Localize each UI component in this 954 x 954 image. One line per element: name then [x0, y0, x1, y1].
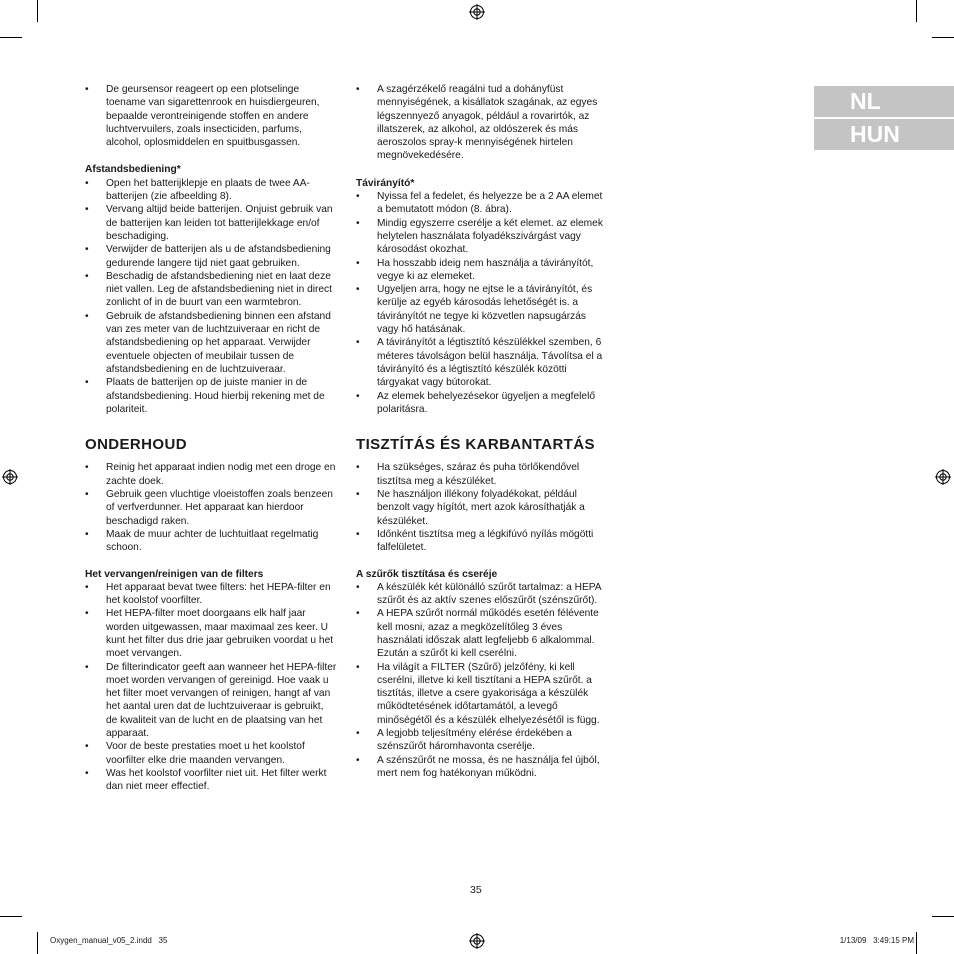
list-item: • Gebruik geen vluchtige vloeistoffen zoals benzeen of verfverdunner. Het apparaat kan hierdoor beschadigd raken.: [85, 488, 337, 528]
crop-mark: [37, 932, 38, 954]
list-item: • A készülék két különálló szűrőt tartalmaz: a HEPA szűrőt és az aktív szenes előszűrőt (szénszűrőt).: [356, 581, 608, 608]
list-item: • Vervang altijd beide batterijen. Onjuist gebruik van de batterijen kan leiden tot batterijlekkage en/of beschadiging.: [85, 203, 337, 243]
hu-remote-list: [356, 190, 608, 416]
list-item: • Maak de muur achter de luchtuitlaat regelmatig schoon.: [85, 528, 337, 555]
crop-mark: [37, 0, 38, 22]
list-item: • Beschadig de afstandsbediening niet en laat deze niet vallen. Leg de afstandsbediening niet in direct zonlicht of in de buurt van een warmtebron.: [85, 270, 337, 310]
registration-mark-icon: [2, 469, 18, 485]
nl-filters-heading: Het vervangen/reinigen van de filters: [85, 568, 264, 580]
nl-maintenance-heading: ONDERHOUD: [85, 436, 187, 454]
list-item: • Ha szükséges, száraz és puha törlőkendővel tisztítsa meg a készüléket.: [356, 461, 608, 488]
registration-mark-icon: [935, 469, 951, 485]
hu-maintenance-list: [356, 461, 608, 554]
list-item: • Nyissa fel a fedelet, és helyezze be a 2 AA elemet a bemutatott módon (8. ábra).: [356, 190, 608, 217]
slug-timestamp: 1/13/09 3:49:15 PM: [839, 936, 914, 945]
list-item: • Ugyeljen arra, hogy ne ejtse le a távirányítót, és kerülje az egyéb károsodás lehetőségét is. a távirányítót ne tegye ki közvetlen napsugárzás vagy hő hatásának.: [356, 283, 608, 336]
crop-mark: [0, 37, 22, 38]
nl-remote-heading: Afstandsbediening*: [85, 164, 181, 176]
hu-maintenance-heading: TISZTÍTÁS ÉS KARBANTARTÁS: [356, 436, 595, 454]
list-item: • De geursensor reageert op een plotselinge toename van sigarettenrook en huisdiergeuren, bepaalde verontreinigende stoffen en andere luchtvervuilers, zoals insecticiden, parfums, alcohol, oplosmiddelen en spuitbusgassen.: [85, 83, 337, 149]
registration-mark-icon: [469, 4, 485, 20]
list-item: • Időnként tisztítsa meg a légkifúvó nyílás mögötti falfelületet.: [356, 528, 608, 555]
list-item: • Het apparaat bevat twee filters: het HEPA-filter en het koolstof voorfilter.: [85, 581, 337, 608]
hu-remote-heading: Távirányító*: [356, 177, 415, 189]
hu-filters-heading: A szűrők tisztítása és cseréje: [356, 568, 498, 580]
list-item: • Het HEPA-filter moet doorgaans elk half jaar worden uitgewassen, maar maximaal zes keer. U kunt het filter dus drie jaar gebruiken voordat u het moet vervangen.: [85, 607, 337, 660]
nl-filters-list: [85, 581, 337, 794]
list-item: • Gebruik de afstandsbediening binnen een afstand van zes meter van de luchtzuiveraar en richt de afstandsbediening op het apparaat. Verwijder eventuele objecten of meubilair tussen de afstandsbediening en de luchtzuiveraar.: [85, 310, 337, 376]
registration-mark-icon: [469, 933, 485, 949]
slug-filename: Oxygen_manual_v05_2.indd 35: [50, 936, 168, 945]
list-item: • A távirányítót a légtisztító készülékkel szemben, 6 méteres távolságon belül használja. Távolítsa el a távirányító és a légtisztító készülék közötti tárgyakat vagy bútorokat.: [356, 336, 608, 389]
hu-filters-list: [356, 581, 608, 780]
crop-mark: [932, 37, 954, 38]
list-item: • A szagérzékelő reagálni tud a dohányfüst mennyiségének, a kisállatok szagának, az egyes légszennyező anyagok, például a rovarirtók, az illatszerek, az alkohol, az oldószerek és más aeroszolos spray-k mennyiségének hirtelen megnövekedésére.: [356, 83, 608, 163]
list-item: • Was het koolstof voorfilter niet uit. Het filter werkt dan niet meer effectief.: [85, 767, 337, 794]
list-item: • Ne használjon illékony folyadékokat, például benzolt vagy hígítót, mert azok károsíthatják a készüléket.: [356, 488, 608, 528]
crop-mark: [916, 0, 917, 22]
nl-remote-list: [85, 177, 337, 416]
language-tab-hun: HUN: [814, 119, 954, 150]
nl-intro-list: [85, 83, 337, 149]
crop-mark: [0, 916, 22, 917]
page-number: 35: [470, 884, 482, 896]
list-item: • Plaats de batterijen op de juiste manier in de afstandsbediening. Houd hierbij rekening met de polariteit.: [85, 376, 337, 416]
nl-maintenance-list: [85, 461, 337, 554]
language-tab-nl: NL: [814, 86, 954, 117]
list-item: • A HEPA szűrőt normál működés esetén félévente kell mosni, azaz a megközelítőleg 3 éves használati időszak alatt legfeljebb 6 alkalommal. Ezután a szűrőt ki kell cserélni.: [356, 607, 608, 660]
list-item: • Verwijder de batterijen als u de afstandsbediening gedurende langere tijd niet gaat gebruiken.: [85, 243, 337, 270]
list-item: • Ha világít a FILTER (Szűrő) jelzőfény, ki kell cserélni, illetve ki kell tisztítani a HEPA szűrőt. a tisztítás, illetve a csere gyakorisága a készülék működtetésének időtartamától, a levegő minőségétől és a készülék elhelyezésétől is függ.: [356, 661, 608, 727]
crop-mark: [916, 932, 917, 954]
crop-mark: [932, 916, 954, 917]
list-item: • Ha hosszabb ideig nem használja a távirányítót, vegye ki az elemeket.: [356, 257, 608, 284]
list-item: • De filterindicator geeft aan wanneer het HEPA-filter moet worden vervangen of gereinigd. Hoe vaak u het filter moet vervangen of reinigen, hangt af van het aantal uren dat de luchtzuiveraar is gebruikt, de kwaliteit van de lucht en de plaatsing van het apparaat.: [85, 661, 337, 741]
list-item: • Voor de beste prestaties moet u het koolstof voorfilter elke drie maanden vervangen.: [85, 740, 337, 767]
list-item: • Az elemek behelyezésekor ügyeljen a megfelelő polaritásra.: [356, 390, 608, 417]
list-item: • Open het batterijklepje en plaats de twee AA-batterijen (zie afbeelding 8).: [85, 177, 337, 204]
list-item: • Reinig het apparaat indien nodig met een droge en zachte doek.: [85, 461, 337, 488]
hu-column: [356, 83, 608, 780]
list-item: • A szénszűrőt ne mossa, és ne használja fel újból, mert nem fog hatékonyan működni.: [356, 754, 608, 781]
list-item: • A legjobb teljesítmény elérése érdekében a szénszűrőt háromhavonta cserélje.: [356, 727, 608, 754]
list-item: • Mindig egyszerre cserélje a két elemet. az elemek helytelen használata folyadékszivárgást vagy károsodást okozhat.: [356, 217, 608, 257]
hu-intro-list: [356, 83, 608, 163]
nl-column: [85, 83, 337, 794]
